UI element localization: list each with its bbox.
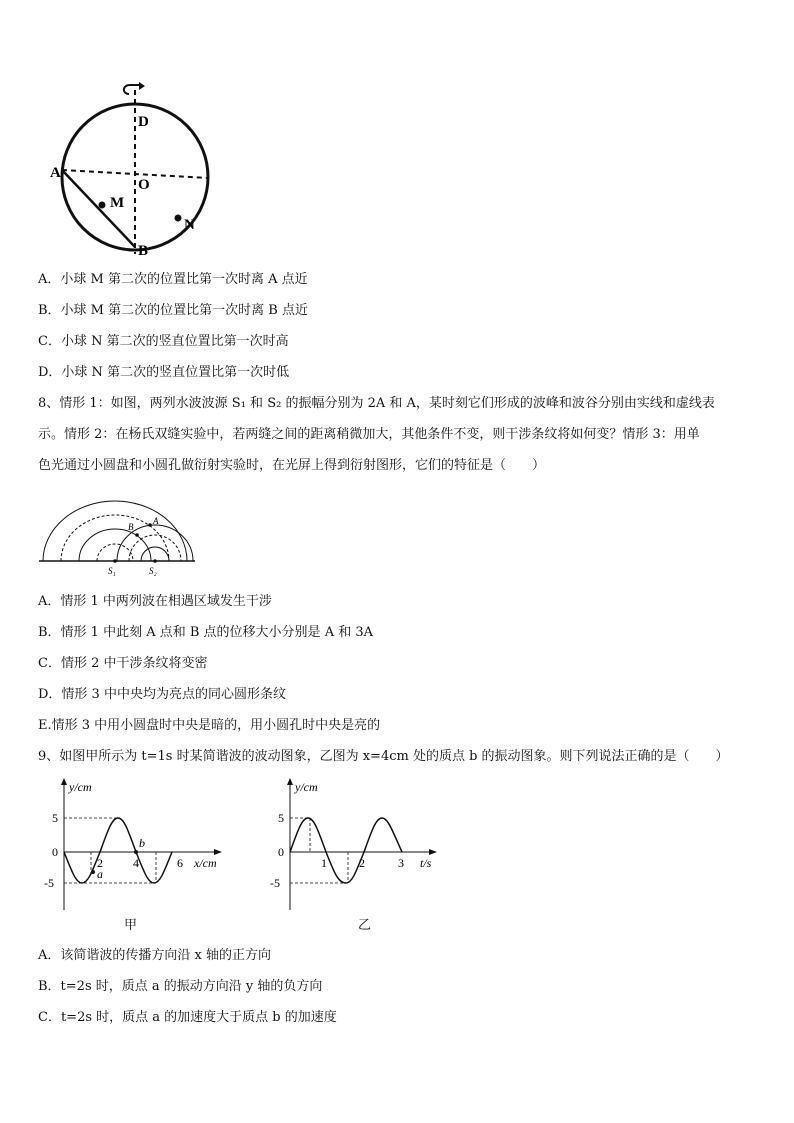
label-point-b: B: [128, 522, 134, 532]
y-tick-0: 0: [278, 845, 284, 859]
x-tick-2: 2: [359, 856, 365, 870]
ball-m: [99, 202, 106, 209]
label-b: B: [138, 243, 149, 259]
q7-option-a: A．小球 M 第二次的位置比第一次时离 A 点近: [38, 272, 308, 287]
vibration-curve: [290, 818, 402, 883]
y-tick-5: 5: [52, 811, 58, 825]
y-label: y/cm: [69, 780, 92, 794]
q8-option-e: E.情形 3 中用小圆盘时中央是暗的，用小圆孔时中央是亮的: [38, 718, 381, 733]
arrow-head-icon: [139, 82, 145, 90]
q9-vibration-graph: [262, 775, 462, 915]
x-axis-arrow-icon: [214, 849, 222, 855]
q9-stem: 9、如图甲所示为 t=1s 时某简谐波的波动图象，乙图为 x=4cm 处的质点 b 的振动图象。则下列说法正确的是（ ）: [38, 749, 729, 764]
q7-option-b: B．小球 M 第二次的位置比第一次时离 B 点近: [38, 303, 308, 318]
s2-trough-1: [129, 535, 181, 561]
q8-wave-figure: [37, 495, 207, 575]
q7-option-c: C．小球 N 第二次的竖直位置比第一次时高: [38, 334, 289, 349]
x-tick-1: 1: [321, 856, 327, 870]
q9-graph1-caption: 甲: [124, 918, 138, 933]
label-m: M: [110, 195, 125, 211]
point-a: [91, 870, 95, 874]
y-tick-5: 5: [278, 811, 284, 825]
x-tick-6: 6: [177, 856, 183, 870]
label-o: O: [138, 177, 150, 193]
s1-trough-2: [97, 544, 133, 561]
q9-wave-graph: [36, 775, 236, 915]
q9-graph2-caption: 乙: [358, 918, 372, 933]
s1-crest-2: [79, 529, 151, 561]
x-label: t/s: [420, 856, 432, 870]
label-b: b: [139, 836, 145, 850]
label-point-a: A: [153, 516, 159, 526]
ball-n: [175, 215, 182, 222]
label-s1: S₁: [108, 566, 116, 576]
q8-option-a: A．情形 1 中两列波在相遇区域发生干涉: [38, 594, 272, 609]
s2-crest-2: [141, 547, 169, 561]
q8-option-c: C．情形 2 中干涉条纹将变密: [38, 656, 208, 671]
x-tick-2: 2: [97, 856, 103, 870]
x-tick-4: 4: [133, 856, 139, 870]
x-axis-arrow-icon: [429, 849, 437, 855]
q8-stem-line-1: 8、情形 1：如图，两列水波波源 S₁ 和 S₂ 的振幅分别为 2A 和 A，某时刻它们形成的波峰和波谷分别由实线和虚线表: [38, 396, 715, 411]
y-axis-arrow-icon: [287, 778, 293, 785]
q7-circle-figure: [50, 82, 210, 262]
q9-option-b: B．t=2s 时，质点 a 的振动方向沿 y 轴的负方向: [38, 979, 323, 994]
q9-option-a: A．该简谐波的传播方向沿 x 轴的正方向: [38, 948, 271, 963]
y-tick-neg5: -5: [270, 876, 280, 890]
x-tick-3: 3: [398, 856, 404, 870]
q7-option-d: D．小球 N 第二次的竖直位置比第一次时低: [38, 365, 290, 380]
rotation-arrow-icon: [124, 85, 139, 94]
label-a: a: [97, 867, 103, 881]
y-tick-0: 0: [52, 845, 58, 859]
point-b: [134, 850, 138, 854]
y-axis-arrow-icon: [61, 778, 67, 785]
q9-option-c: C．t=2s 时，质点 a 的加速度大于质点 b 的加速度: [38, 1010, 337, 1025]
q8-stem-line-2: 示。情形 2：在杨氏双缝实验中，若两缝之间的距离稍微加大，其他条件不变，则干涉条纹将如何变？情形 3：用单: [38, 427, 700, 442]
source-s1: [113, 559, 117, 563]
label-a: A: [50, 165, 61, 181]
y-label: y/cm: [295, 780, 318, 794]
point-b: [135, 533, 139, 537]
y-tick-neg5: -5: [44, 876, 54, 890]
label-d: D: [138, 114, 149, 130]
point-a: [148, 523, 152, 527]
label-n: N: [184, 217, 195, 233]
label-s2: S₂: [149, 566, 157, 576]
q8-option-b: B．情形 1 中此刻 A 点和 B 点的位移大小分别是 A 和 3A: [38, 625, 374, 640]
source-s2: [153, 559, 157, 563]
q8-option-d: D．情形 3 中中央均为亮点的同心圆形条纹: [38, 687, 286, 702]
q8-stem-line-3: 色光通过小圆盘和小圆孔做衍射实验时，在光屏上得到衍射图形，它们的特征是（ ）: [38, 458, 546, 473]
x-label: x/cm: [194, 856, 217, 870]
